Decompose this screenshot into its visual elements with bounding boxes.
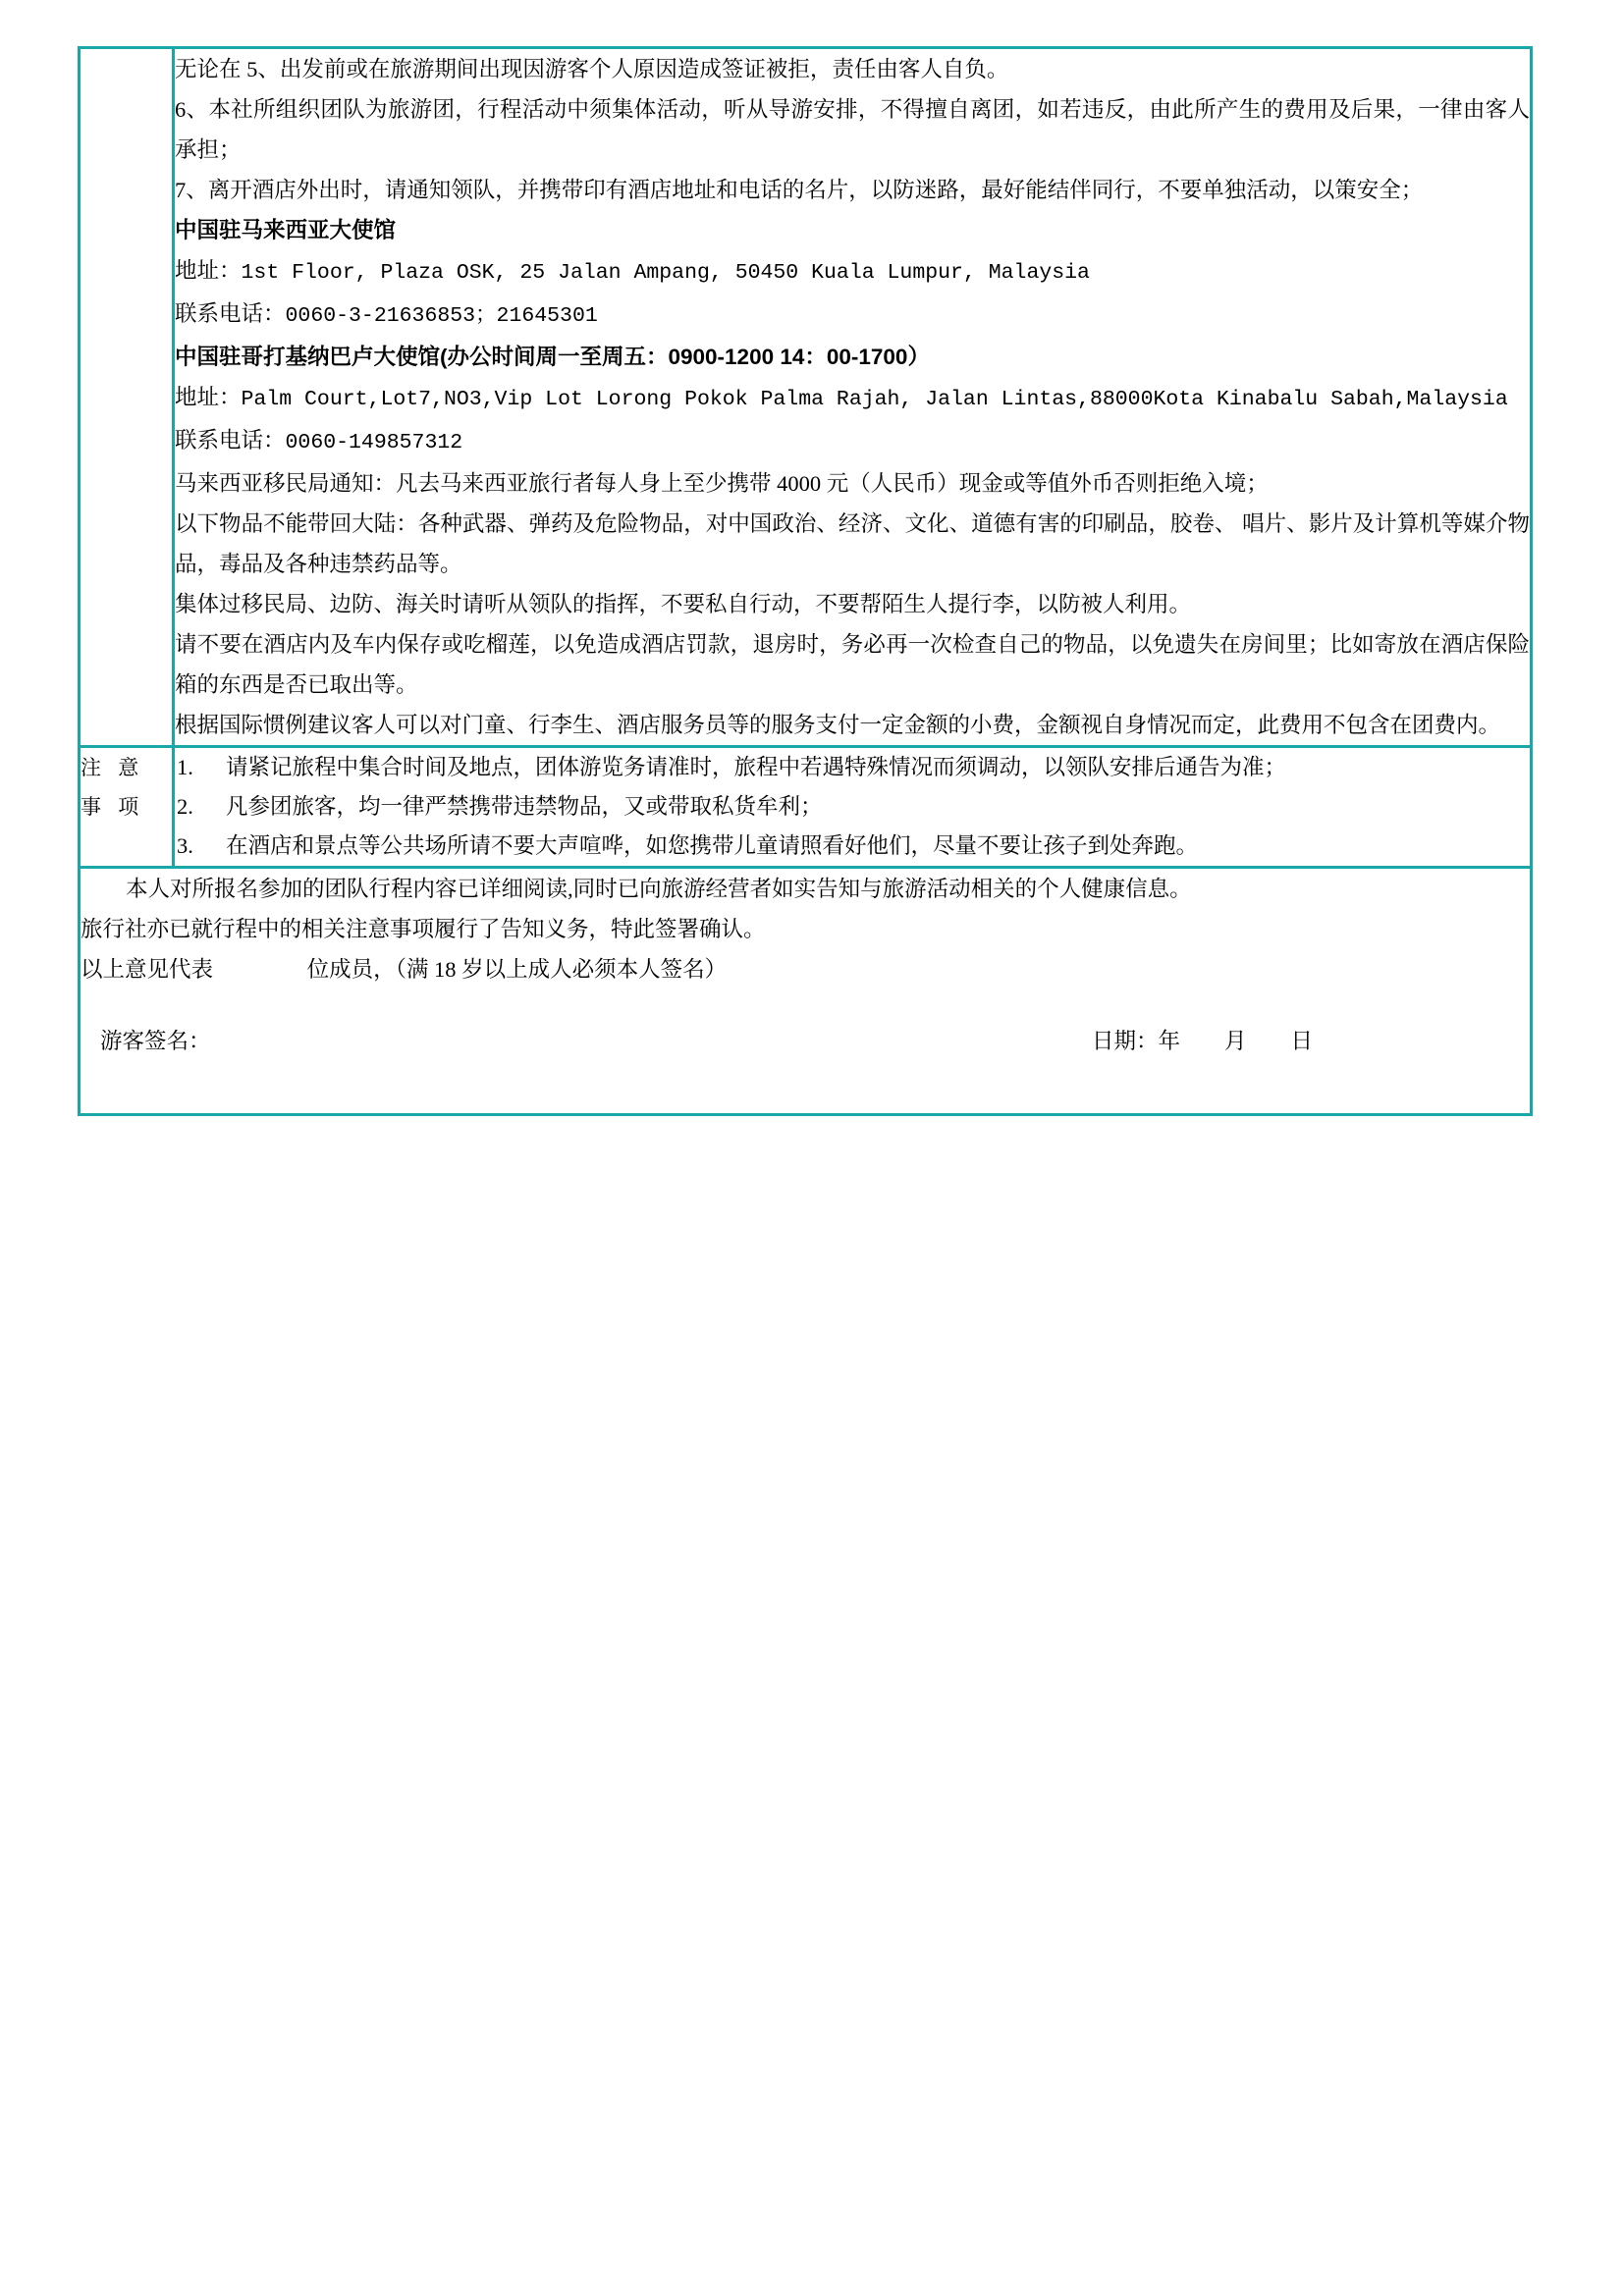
immigration-cash-notice: 马来西亚移民局通知：凡去马来西亚旅行者每人身上至少携带 4000 元（人民币）现金或等值外币否则拒绝入境； — [175, 471, 1269, 496]
customs-group-notice: 集体过移民局、边防、海关时请听从领队的指挥，不要私自行动，不要帮陌生人提行李，以防被人利用。 — [175, 592, 1192, 616]
precautions-list — [175, 748, 1530, 866]
term-line-5: 无论在 5、出发前或在旅游期间出现因游客个人原因造成签证被拒，责任由客人自负。 — [175, 57, 1009, 81]
embassy-kotakinabalu-address-label: 地址： — [175, 385, 242, 409]
declaration-paragraph-2: 旅行社亦已就行程中的相关注意事项履行了告知义务，特此签署确认。 — [81, 917, 766, 941]
terms-body-cell — [174, 48, 1532, 747]
date-field-group[interactable] — [1092, 1025, 1313, 1058]
embassy-malaysia-phone-label: 联系电话： — [175, 301, 286, 326]
embassy-malaysia-address-label: 地址： — [175, 258, 242, 283]
table-row-declaration — [80, 868, 1532, 1115]
embassy-kotakinabalu-address-value: Palm Court,Lot7,NO3,Vip Lot Lorong Pokok Palma Rajah, Jalan Lintas,88000Kota Kinabalu Sabah,Malaysia — [241, 388, 1508, 411]
terms-label-cell — [80, 48, 174, 747]
embassy-kotakinabalu-title: 中国驻哥打基纳巴卢大使馆(办公时间周一至周五：0900-1200 14：00-1700） — [175, 345, 930, 369]
precautions-label-cell — [80, 747, 174, 868]
embassy-malaysia-phone-value: 0060-3-21636853；21645301 — [285, 304, 598, 328]
list-item: 请紧记旅程中集合时间及地点，团体游览务请准时，旅程中若遇特殊情况而须调动，以领队安排后通告为准； — [226, 755, 1287, 779]
embassy-malaysia-address-value: 1st Floor, Plaza OSK, 25 Jalan Ampang, 50450 Kuala Lumpur, Malaysia — [241, 261, 1090, 285]
term-line-7: 7、离开酒店外出时，请通知领队，并携带印有酒店地址和电话的名片，以防迷路，最好能结伴同行，不要单独活动，以策安全； — [175, 178, 1424, 202]
agreement-table — [78, 46, 1533, 1116]
signature-row — [81, 989, 1530, 1113]
embassy-malaysia-address — [175, 250, 1530, 294]
table-row-precautions — [80, 747, 1532, 868]
durian-and-checkout-notice: 请不要在酒店内及车内保存或吃榴莲，以免造成酒店罚款，退房时，务必再一次检查自己的物品，以免遗失在房间里；比如寄放在酒店保险箱的东西是否已取出等。 — [175, 632, 1530, 697]
precautions-label: 注 意 事 项 — [81, 756, 145, 819]
prohibited-items-notice: 以下物品不能带回大陆：各种武器、弹药及危险物品，对中国政治、经济、文化、道德有害的印刷品，胶卷、 唱片、影片及计算机等媒介物品，毒品及各种违禁药品等。 — [175, 511, 1530, 576]
signature-label[interactable]: 游客签名： — [100, 1029, 211, 1053]
embassy-kotakinabalu-phone-label: 联系电话： — [175, 428, 286, 453]
precautions-body-cell — [174, 747, 1532, 868]
embassy-kotakinabalu-phone-value: 0060-149857312 — [285, 431, 463, 454]
tipping-notice: 根据国际惯例建议客人可以对门童、行李生、酒店服务员等的服务支付一定金额的小费，金额视自身情况而定，此费用不包含在团费内。 — [175, 713, 1501, 737]
date-blanks: 年 月 日 — [1158, 1029, 1314, 1053]
list-item: 凡参团旅客，均一律严禁携带违禁物品，又或带取私货牟利； — [226, 794, 823, 819]
embassy-kotakinabalu-address — [175, 377, 1530, 420]
date-label: 日期： — [1092, 1029, 1159, 1053]
declaration-paragraph-1: 本人对所报名参加的团队行程内容已详细阅读,同时已向旅游经营者如实告知与旅游活动相关的个人健康信息。 — [126, 877, 1192, 901]
list-item: 在酒店和景点等公共场所请不要大声喧哗，如您携带儿童请照看好他们，尽量不要让孩子到处奔跑。 — [226, 833, 1199, 858]
table-row-terms — [80, 48, 1532, 747]
representation-line: 以上意见代表 位成员，（满 18 岁以上成人必须本人签名） — [81, 957, 728, 982]
embassy-malaysia-title: 中国驻马来西亚大使馆 — [175, 218, 397, 242]
declaration-cell — [80, 868, 1532, 1115]
embassy-malaysia-phone — [175, 294, 1530, 337]
embassy-kotakinabalu-phone — [175, 420, 1530, 463]
term-line-6: 6、本社所组织团队为旅游团，行程活动中须集体活动，听从导游安排，不得擅自离团，如若违反，由此所产生的费用及后果，一律由客人承担； — [175, 97, 1530, 162]
